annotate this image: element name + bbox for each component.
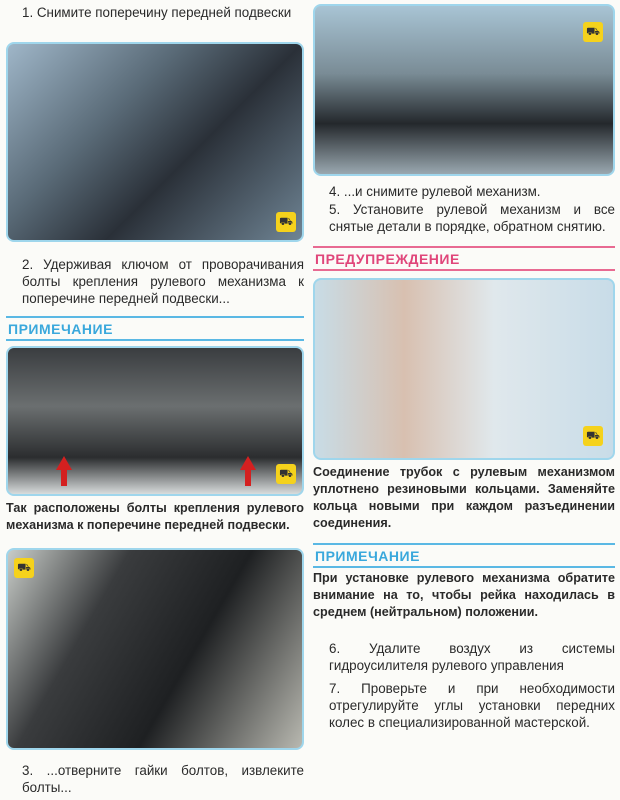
warning-text: Соединение трубок с рулевым механизмом уплотнено резиновыми кольцами. Заменяйте кольца новыми при каждом разъединении соединения.	[313, 465, 615, 530]
step-4-text: 4. ...и снимите рулевой механизм.	[329, 184, 541, 199]
step-1-text: 1. Снимите поперечину передней подвески	[22, 5, 292, 20]
note-text-left: Так расположены болты крепления рулевого механизма к поперечине передней подвески.	[6, 501, 304, 532]
car-logo-icon: ⛟	[276, 212, 296, 232]
note-text-right: При установке рулевого механизма обратите внимание на то, чтобы рейка находилась в среднем (нейтральном) положении.	[313, 571, 615, 619]
warning-header: ПРЕДУПРЕЖДЕНИЕ	[313, 246, 615, 271]
step-3-text: 3. ...отверните гайки болтов, извлеките болты...	[22, 763, 304, 795]
step-7-text: 7. Проверьте и при необходимости отрегулируйте углы установки передних колес в специализированной мастерской.	[329, 681, 615, 730]
red-arrow-icon	[56, 456, 72, 470]
note-header-right: ПРИМЕЧАНИЕ	[313, 543, 615, 568]
car-logo-icon: ⛟	[276, 464, 296, 484]
car-logo-icon: ⛟	[583, 426, 603, 446]
step-2-text: 2. Удерживая ключом от проворачивания болты крепления рулевого механизма к поперечине передней подвески...	[22, 257, 304, 306]
red-arrow-icon	[240, 456, 256, 470]
note-header-left: ПРИМЕЧАНИЕ	[6, 316, 304, 341]
step-6-text: 6. Удалите воздух из системы гидроусилителя рулевого управления	[329, 641, 615, 673]
photo-unscrew-nuts	[6, 548, 304, 750]
car-logo-icon: ⛟	[14, 558, 34, 578]
photo-remove-crossmember	[6, 42, 304, 242]
car-logo-icon: ⛟	[583, 22, 603, 42]
photo-tube-seals	[313, 278, 615, 460]
step-5-text: 5. Установите рулевой механизм и все снятые детали в порядке, обратном снятию.	[329, 202, 615, 234]
photo-bolt-locations	[6, 346, 304, 496]
photo-remove-steering-rack	[313, 4, 615, 176]
